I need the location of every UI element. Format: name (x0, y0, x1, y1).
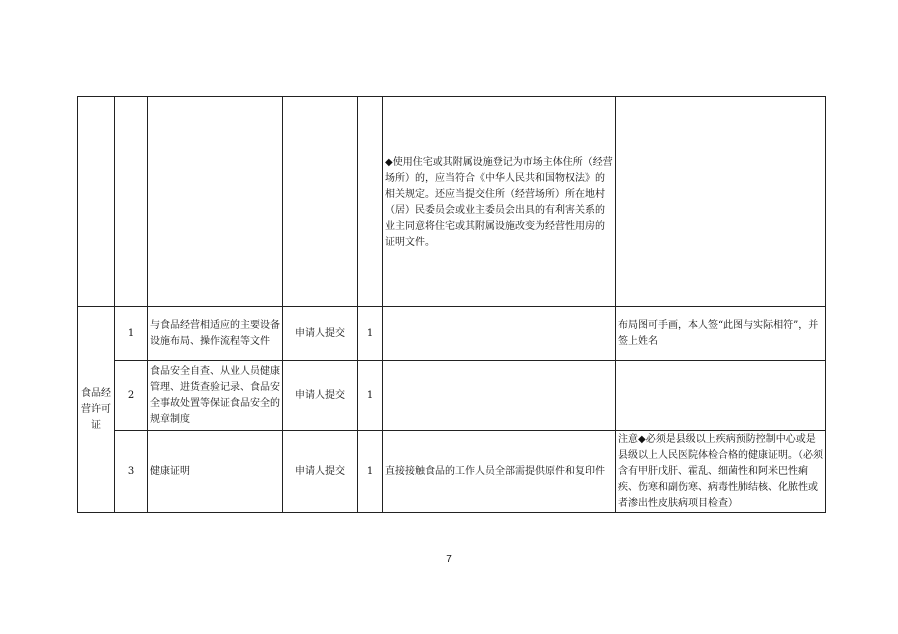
table-row-continued (78, 97, 826, 307)
copies-count: 1 (358, 307, 383, 361)
material-source: 申请人提交 (283, 361, 358, 431)
category-cell-continued (78, 97, 115, 307)
row-number: 1 (115, 307, 148, 361)
table-row (78, 307, 826, 361)
category-cell (78, 307, 115, 513)
requirement-text (383, 307, 616, 361)
materials-table (77, 96, 826, 513)
material-source: 申请人提交 (283, 307, 358, 361)
material-name: 食品安全自查、从业人员健康管理、进货查验记录、食品安全事故处置等保证食品安全的规章制度 (148, 361, 283, 431)
remark-text: 注意◆必须是县级以上疾病预防控制中心或是县级以上人民医院体检合格的健康证明。（必须含有甲肝戊肝、霍乱、细菌性和阿米巴性痢疾、伤寒和副伤寒、病毒性肺结核、化脓性或者渗出性皮肤病项目检查） (616, 431, 826, 513)
table-row (78, 431, 826, 513)
requirement-text: 直接接触食品的工作人员全部需提供原件和复印件 (383, 431, 616, 513)
material-source: 申请人提交 (283, 431, 358, 513)
remark-text (616, 361, 826, 431)
remark-cell-continued (616, 97, 826, 307)
material-name: 与食品经营相适应的主要设备设施布局、操作流程等文件 (148, 307, 283, 361)
requirement-text (383, 361, 616, 431)
requirement-text: ◆使用住宅或其附属设施登记为市场主体住所（经营场所）的，应当符合《中华人民共和国物权法》的相关规定。还应当提交住所（经营场所）所在地村（居）民委员会或业主委员会出具的有利害关系的业主同意将住宅或其附属设施改变为经营性用房的证明文件。 (385, 156, 613, 248)
copies-count: 1 (358, 361, 383, 431)
name-cell-continued (148, 97, 283, 307)
material-name: 健康证明 (148, 431, 283, 513)
category-label: 食品经营许可证 (81, 387, 111, 431)
table-row (78, 361, 826, 431)
row-number: 3 (115, 431, 148, 513)
copies-cell-continued (358, 97, 383, 307)
source-cell-continued (283, 97, 358, 307)
row-number: 2 (115, 361, 148, 431)
remark-text: 布局图可手画，本人签“此图与实际相符”，并签上姓名 (616, 307, 826, 361)
page-number: 7 (446, 554, 452, 565)
requirement-cell-continued (383, 97, 616, 307)
copies-count: 1 (358, 431, 383, 513)
no-cell-continued (115, 97, 148, 307)
